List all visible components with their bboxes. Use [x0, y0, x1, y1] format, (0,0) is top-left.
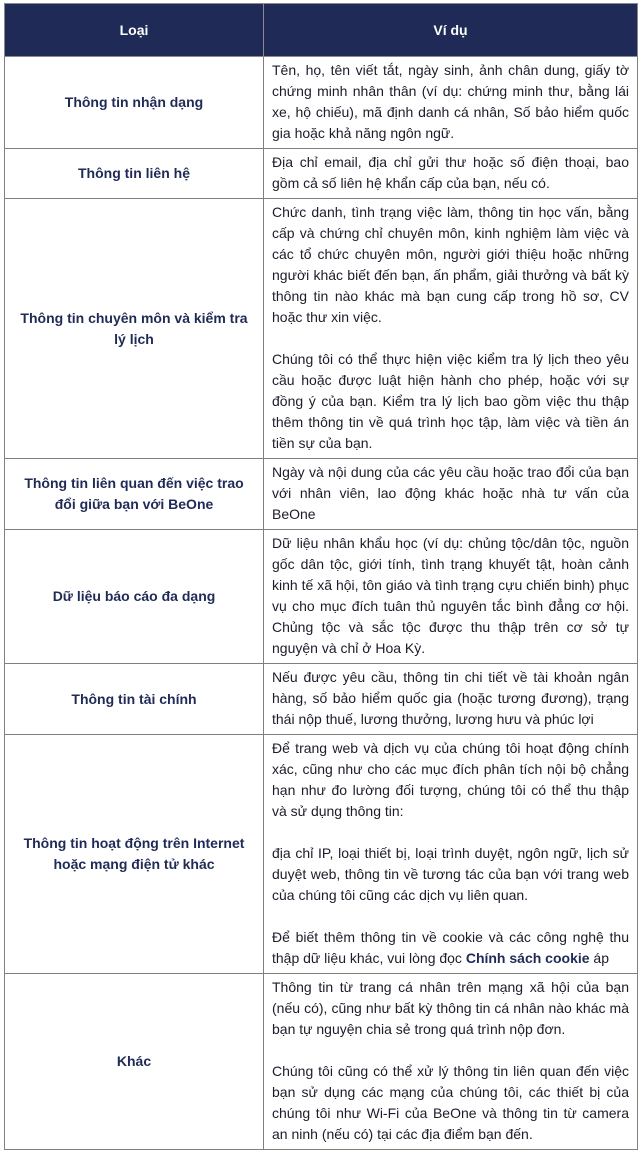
table-row [5, 459, 638, 530]
category-cell: Thông tin liên hệ [5, 149, 264, 199]
example-text: Thông tin từ trang cá nhân trên mạng xã hội của bạn (nếu có), cũng như bất kỳ thông tin cá nhân nào khác mà bạn tự nguyện chia sẻ trong quá trình nộp đơn. [272, 979, 629, 1037]
category-cell: Thông tin tài chính [5, 664, 264, 735]
category-cell: Thông tin liên quan đến việc trao đổi giữa bạn với BeOne [5, 459, 264, 530]
example-cell [264, 57, 638, 149]
table-row [5, 735, 638, 974]
category-cell: Khác [5, 974, 264, 1150]
example-cell [264, 459, 638, 530]
example-text: Địa chỉ email, địa chỉ gửi thư hoặc số điện thoại, bao gồm cả số liên hệ khẩn cấp của bạn, nếu có. [272, 154, 629, 191]
category-cell: Thông tin hoạt động trên Internet hoặc mạng điện tử khác [5, 735, 264, 974]
example-text: Ngày và nội dung của các yêu cầu hoặc trao đổi của bạn với nhân viên, lao động khác hoặc nhà tư vấn của BeOne [272, 464, 629, 522]
example-cell [264, 530, 638, 664]
category-cell: Thông tin nhận dạng [5, 57, 264, 149]
example-cell [264, 974, 638, 1150]
example-text: Dữ liệu nhân khẩu học (ví dụ: chủng tộc/dân tộc, nguồn gốc dân tộc, giới tính, tình trạng khuyết tật, hoàn cảnh kinh tế xã hội, tôn giáo và tình trạng cựu chiến binh) phục vụ cho mục đích tuân thủ nguyên tắc bình đẳng cơ hội. Chủng tộc và sắc tộc được thu thập trên cơ sở tự nguyện và chỉ ở Hoa Kỳ. [272, 535, 629, 656]
table-header-row [5, 4, 638, 57]
example-text: Chúng tôi cũng có thể xử lý thông tin liên quan đến việc bạn sử dụng các mạng của chúng tôi, các thiết bị của chúng tôi như Wi-Fi của BeOne và thông tin từ camera an ninh (nếu có) tại các địa điểm bạn đến. [272, 1063, 629, 1142]
data-categories-table [4, 3, 638, 1150]
example-text: Chức danh, tình trạng việc làm, thông tin học vấn, bằng cấp và chứng chỉ chuyên môn, kinh nghiệm làm việc và các tổ chức chuyên môn, người giới thiệu hoặc những người khác biết đến bạn, ấn phẩm, giải thưởng và bất kỳ thông tin nào khác mà bạn cung cấp trong hồ sơ, CV hoặc thư xin việc. [272, 204, 629, 325]
example-text: Nếu được yêu cầu, thông tin chi tiết về tài khoản ngân hàng, số bảo hiểm quốc gia (hoặc tương đương), trạng thái nộp thuế, lương thưởng, lương hưu và phúc lợi [272, 669, 629, 727]
example-cell [264, 664, 638, 735]
cookie-policy-link[interactable]: Chính sách cookie [465, 950, 590, 966]
example-text [272, 927, 629, 969]
example-cell [264, 149, 638, 199]
category-cell: Thông tin chuyên môn và kiểm tra lý lịch [5, 199, 264, 459]
example-text-fragment: áp [589, 950, 609, 966]
table-row [5, 57, 638, 149]
example-text: địa chỉ IP, loại thiết bị, loại trình duyệt, ngôn ngữ, lịch sử duyệt web, thông tin về tương tác của bạn với trang web của chúng tôi cũng các dịch vụ liên quan. [272, 845, 629, 903]
header-examples: Ví dụ [264, 4, 638, 57]
example-text-fragment: Để biết thêm thông tin về cookie và các công nghệ thu thập dữ liệu khác, vui lòng đọc [272, 929, 629, 966]
example-text: Tên, họ, tên viết tắt, ngày sinh, ảnh chân dung, giấy tờ chứng minh nhân thân (ví dụ: chứng minh thư, bằng lái xe, hộ chiếu), mã định danh cá nhân, Số bảo hiểm quốc gia hoặc khả năng ngôn ngữ. [272, 62, 629, 141]
table-row [5, 974, 638, 1150]
example-text: Để trang web và dịch vụ của chúng tôi hoạt động chính xác, cũng như cho các mục đích phân tích nội bộ chẳng hạn như đo lường đối tượng, chúng tôi có thể thu thập và sử dụng thông tin: [272, 740, 629, 819]
category-cell: Dữ liệu báo cáo đa dạng [5, 530, 264, 664]
table-row [5, 664, 638, 735]
header-type: Loại [5, 4, 264, 57]
example-cell [264, 735, 638, 974]
table-row [5, 199, 638, 459]
example-text: Chúng tôi có thể thực hiện việc kiểm tra lý lịch theo yêu cầu hoặc được luật hiện hành cho phép, hoặc với sự đồng ý của bạn. Kiểm tra lý lịch bao gồm việc thu thập thêm thông tin về quá trình học tập, làm việc và tiền án tiền sự của bạn. [272, 351, 629, 451]
table-row [5, 149, 638, 199]
table-row [5, 530, 638, 664]
example-cell [264, 199, 638, 459]
